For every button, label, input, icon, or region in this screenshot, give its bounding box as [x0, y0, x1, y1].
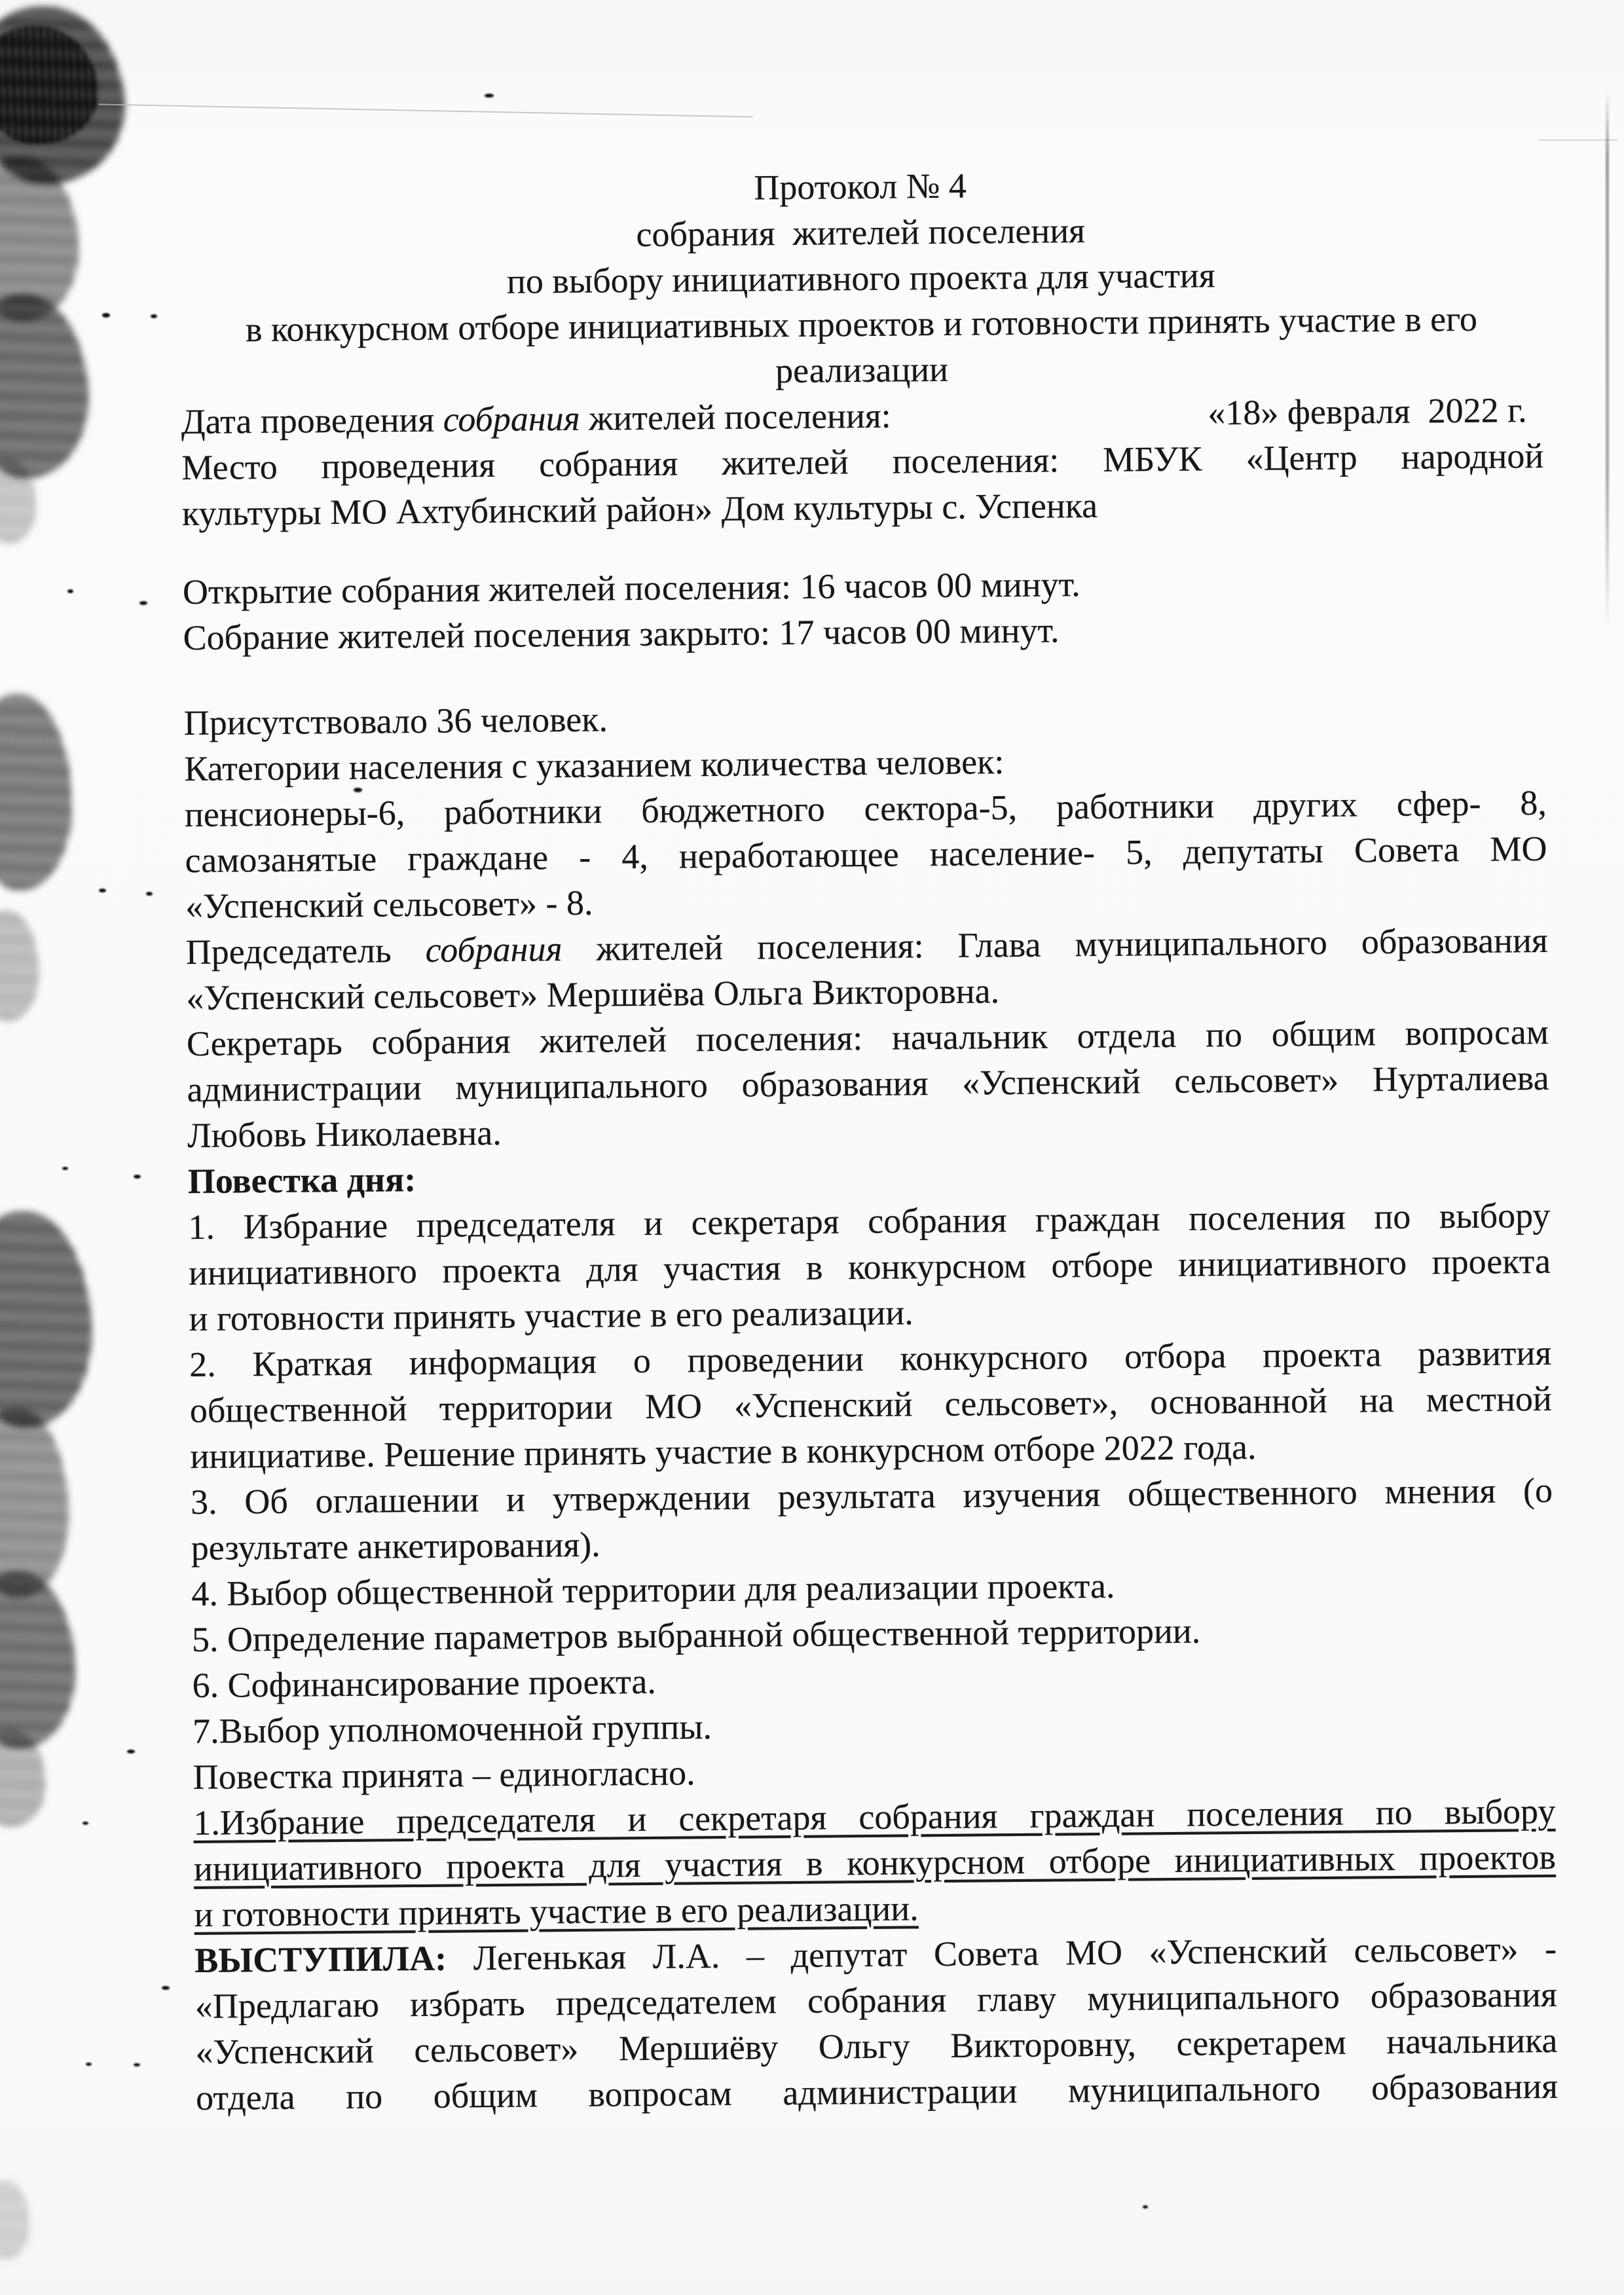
- text-segment: собрания: [443, 398, 580, 439]
- scan-speck: [139, 601, 147, 605]
- text-segment: 6. Софинансирование проекта.: [192, 1661, 657, 1706]
- text-segment: Место проведения собрания жителей поселения: МБУК «Центр народной: [181, 435, 1544, 488]
- text-segment: Дата проведения: [181, 399, 443, 442]
- document-title: [179, 158, 1543, 399]
- text-segment: инициативе. Решение принять участие в конкурсном отборе 2022 года.: [190, 1427, 1257, 1477]
- document-content: [179, 158, 1558, 2121]
- scan-speck: [99, 889, 106, 892]
- scan-hairline: [98, 103, 753, 117]
- text-segment: администрации муниципального образования «Успенский сельсовет» Нурталиева: [187, 1057, 1549, 1110]
- text-segment: 3. Об оглашении и утверждении результата изучения общественного мнения (о: [190, 1470, 1553, 1522]
- text-segment: результате анкетирования).: [191, 1524, 600, 1568]
- text-segment: Секретарь собрания жителей поселения: начальник отдела по общим вопросам: [186, 1012, 1549, 1064]
- scan-speck: [102, 313, 110, 318]
- title-line: Протокол № 4: [754, 166, 967, 208]
- title-line: собрания жителей поселения: [636, 211, 1086, 255]
- text-segment: 1. Избрание председателя и секретаря собрания граждан поселения по выбору: [188, 1195, 1551, 1247]
- date-value: «18» февраля 2022 г.: [1208, 390, 1527, 433]
- scan-speck: [86, 2063, 92, 2066]
- document-body: [181, 387, 1558, 2121]
- text-segment: Повестка принята – единогласно.: [193, 1753, 695, 1797]
- scan-speck: [67, 589, 73, 593]
- text-segment: Открытие собрания жителей поселения: 16 часов 00 минут.: [182, 564, 1080, 612]
- text-segment: жителей поселения:: [580, 395, 891, 438]
- scan-speck: [162, 1986, 170, 1990]
- scan-speck: [146, 892, 153, 896]
- text-segment: 2. Краткая информация о проведении конкурсного отбора проекта развития: [189, 1332, 1552, 1385]
- text-segment: пенсионеры-6, работники бюджетного сектора-5, работники других сфер- 8,: [184, 782, 1547, 835]
- scan-smudge: [0, 694, 72, 890]
- scan-smudge: [0, 2180, 29, 2259]
- scan-speck: [83, 1822, 88, 1825]
- text-segment: Любовь Николаевна.: [187, 1112, 502, 1156]
- text-segment: собрания: [425, 929, 563, 970]
- text-segment: Собрание жителей поселения закрыто: 17 часов 00 минут.: [183, 610, 1060, 658]
- text-segment: инициативного проекта для участия в конкурсном отборе инициативных проектов: [193, 1837, 1557, 1889]
- text-segment: Легенькая Л.А. – депутат Совета МО «Успенский сельсовет» -: [446, 1928, 1557, 1978]
- text-segment: 5. Определение параметров выбранной общественной территории.: [191, 1611, 1201, 1660]
- scan-smudge: [0, 1571, 75, 1748]
- scan-speck: [485, 94, 494, 98]
- scan-smudge: [0, 1408, 69, 1598]
- scan-speck: [151, 314, 157, 318]
- text-segment: отдела по общим вопросам администрации муниципального образования: [195, 2066, 1559, 2118]
- scan-speck: [62, 1167, 68, 1170]
- text-segment: 4. Выбор общественной территории для реализации проекта.: [191, 1566, 1115, 1614]
- text-segment: «Успенский сельсовет» Мершиёву Ольгу Викторовну, секретарем начальника: [195, 2020, 1558, 2072]
- text-segment: самозанятые граждане - 4, неработающее население- 5, депутаты Совета МО: [185, 828, 1547, 881]
- scan-smudge: [0, 1211, 92, 1427]
- title-line: реализации: [775, 349, 949, 391]
- scan-edge-shadow: [1606, 92, 1609, 629]
- text-segment: «Предлагаю избрать председателем собрания главу муниципального образования: [194, 1974, 1557, 2027]
- text-segment: и готовности принять участие в его реализации.: [194, 1888, 919, 1935]
- scan-speck: [134, 2063, 140, 2066]
- scan-smudge: [0, 295, 88, 478]
- text-segment: жителей поселения: Глава муниципального образования: [562, 920, 1548, 969]
- text-segment: «Успенский сельсовет» - 8.: [185, 883, 593, 927]
- scan-speck: [134, 1175, 141, 1179]
- text-segment: Присутствовало 36 человек.: [183, 699, 608, 743]
- title-line: в конкурсном отборе инициативных проектов и готовности принять участие в его: [245, 299, 1478, 350]
- scan-speck: [1143, 2205, 1148, 2209]
- text-segment: ВЫСТУПИЛА:: [194, 1938, 447, 1981]
- text-segment: Повестка дня:: [187, 1160, 416, 1202]
- text-segment: Категории населения с указанием количества человек:: [184, 742, 1005, 789]
- text-segment: «Успенский сельсовет» Мершиёва Ольга Викторовна.: [186, 971, 1000, 1018]
- scan-smudge: [0, 910, 39, 1021]
- text-segment: 7.Выбор уполномоченной группы.: [192, 1707, 712, 1752]
- text-segment: общественной территории МО «Успенский сельсовет», основанной на местной: [189, 1378, 1553, 1431]
- text-segment: инициативного проекта для участия в конкурсном отборе инициативного проекта: [188, 1241, 1551, 1293]
- text-segment: и готовности принять участие в его реализации.: [189, 1293, 913, 1339]
- text-segment: культуры МО Ахтубинский район» Дом культуры с. Успенка: [181, 485, 1098, 534]
- text-segment: 1.Избрание председателя и секретаря собрания граждан поселения по выбору: [193, 1791, 1556, 1843]
- text-segment: Председатель: [185, 930, 426, 972]
- scan-speck: [127, 1750, 135, 1753]
- line-left: [181, 393, 891, 445]
- title-line: по выбору инициативного проекта для участия: [506, 255, 1215, 301]
